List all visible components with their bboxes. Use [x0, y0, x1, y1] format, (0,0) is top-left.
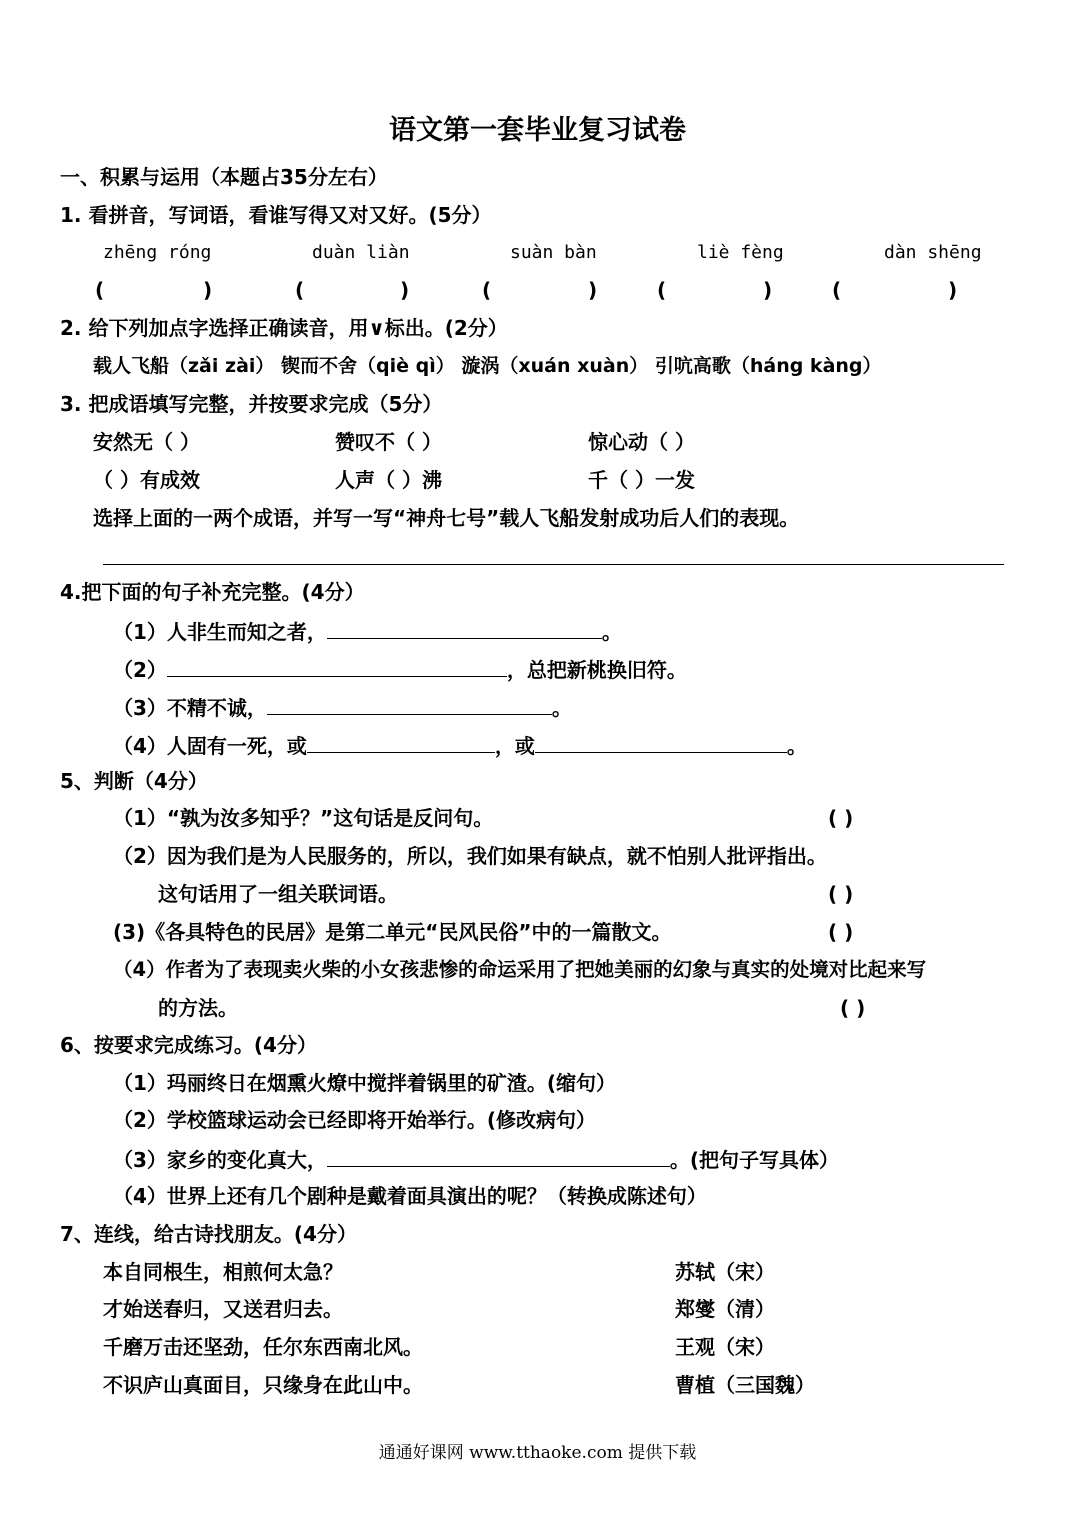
q3-stem: 3. 把成语填写完整，并按要求完成（5分） [60, 392, 443, 416]
poem-line: 千磨万击还坚劲，任尔东西南北风。 [103, 1335, 423, 1359]
q4-sentence-3: （3）不精不诚， 。 [113, 696, 572, 720]
poem-line: 不识庐山真面目，只缘身在此山中。 [103, 1373, 423, 1397]
blank-line [327, 618, 602, 639]
blank-line [307, 732, 495, 753]
q5-item-3: (3)《各具特色的民居》是第二单元“民风民俗”中的一篇散文。 [113, 920, 672, 944]
answer-line [103, 564, 1004, 565]
blank-line [167, 656, 507, 677]
answer-paren-close: ) [203, 278, 213, 302]
q6-item-3: （3）家乡的变化真大， 。(把句子写具体） [113, 1148, 840, 1172]
blank-line [327, 1146, 670, 1167]
judge-paren: ( ) [828, 882, 854, 906]
q1-stem: 1. 看拼音，写词语，看谁写得又对又好。(5分） [60, 203, 492, 227]
idiom-3: 惊心动（ ） [588, 430, 695, 454]
idiom-2: 赞叹不（ ） [335, 430, 442, 454]
poet-name: 苏轼（宋） [675, 1260, 775, 1284]
blank-line [267, 694, 552, 715]
q5-item-2-cont: 这句话用了一组关联词语。 [158, 882, 398, 906]
q4-stem: 4.把下面的句子补充完整。(4分） [60, 580, 365, 604]
q6-item-2: （2）学校篮球运动会已经即将开始举行。(修改病句） [113, 1108, 597, 1132]
q4-sentence-2: （2） ，总把新桃换旧符。 [113, 658, 687, 682]
q6-stem: 6、按要求完成练习。(4分） [60, 1033, 317, 1057]
answer-paren-close: ) [948, 278, 958, 302]
q5-item-4-cont: 的方法。 [158, 996, 238, 1020]
q5-item-2: （2）因为我们是为人民服务的，所以，我们如果有缺点，就不怕别人批评指出。 [113, 844, 827, 868]
q4-sentence-1: （1）人非生而知之者， 。 [113, 620, 622, 644]
judge-paren: ( ) [828, 920, 854, 944]
answer-paren-open: ( [482, 278, 492, 302]
q5-stem: 5、判断（4分） [60, 769, 208, 793]
poet-name: 曹植（三国魏） [675, 1373, 815, 1397]
q6-item-1: （1）玛丽终日在烟熏火燎中搅拌着锅里的矿渣。(缩句） [113, 1071, 617, 1095]
page-footer: 通通好课网 www.tthaoke.com 提供下载 [378, 1443, 697, 1463]
pinyin-2: duàn liàn [312, 242, 410, 263]
poet-name: 郑燮（清） [675, 1297, 775, 1321]
pinyin-4: liè fèng [697, 242, 784, 263]
answer-paren-open: ( [832, 278, 842, 302]
q7-stem: 7、连线，给古诗找朋友。(4分） [60, 1222, 357, 1246]
pinyin-3: suàn bàn [510, 242, 597, 263]
idiom-4: （ ）有成效 [93, 468, 200, 492]
q5-item-4: （4）作者为了表现卖火柴的小女孩悲惨的命运采用了把她美丽的幻象与真实的处境对比起来写 [113, 958, 927, 981]
blank-line [535, 732, 787, 753]
pinyin-1: zhēng róng [103, 242, 212, 263]
answer-paren-open: ( [295, 278, 305, 302]
poet-name: 王观（宋） [675, 1335, 775, 1359]
answer-paren-open: ( [657, 278, 667, 302]
idiom-1: 安然无（ ） [93, 430, 200, 454]
section-heading: 一、积累与运用（本题占35分左右） [60, 165, 388, 189]
judge-paren: ( ) [828, 806, 854, 830]
answer-paren-close: ) [588, 278, 598, 302]
idiom-6: 千（ ）一发 [588, 468, 695, 492]
poem-line: 才始送春归，又送君归去。 [103, 1297, 343, 1321]
idiom-5: 人声（ ）沸 [335, 468, 442, 492]
q2-items: 载人飞船（zǎi zài） 锲而不舍（qiè qì） 漩涡（xuán xuàn） 引吭高歌（háng kàng） [93, 355, 882, 377]
q3-task: 选择上面的一两个成语，并写一写“神舟七号”载人飞船发射成功后人们的表现。 [93, 506, 800, 530]
answer-paren-close: ) [763, 278, 773, 302]
judge-paren: ( ) [840, 996, 866, 1020]
exam-title: 语文第一套毕业复习试卷 [389, 115, 686, 146]
q2-stem: 2. 给下列加点字选择正确读音，用∨标出。(2分） [60, 316, 508, 340]
q4-sentence-4: （4）人固有一死，或 ，或 。 [113, 734, 807, 758]
q5-item-1: （1）“孰为汝多知乎？”这句话是反问句。 [113, 806, 494, 830]
poem-line: 本自同根生，相煎何太急？ [103, 1260, 343, 1284]
q6-item-4: （4）世界上还有几个剧种是戴着面具演出的呢？（转换成陈述句） [113, 1184, 707, 1208]
answer-paren-close: ) [400, 278, 410, 302]
answer-paren-open: ( [95, 278, 105, 302]
pinyin-5: dàn shēng [884, 242, 982, 263]
